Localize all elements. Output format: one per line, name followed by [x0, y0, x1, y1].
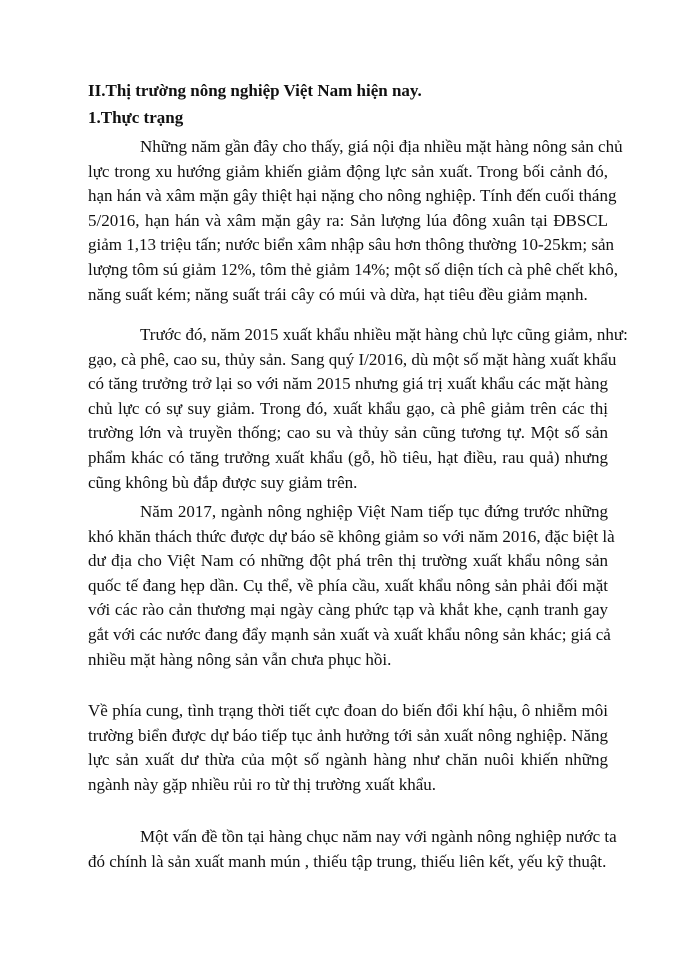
- paragraph-line: gắt với các nước đang đẩy mạnh sản xuất và xuất khẩu nông sản khác; giá cả: [88, 624, 611, 644]
- paragraph-line: cũng không bù đắp được suy giảm trên.: [88, 472, 358, 492]
- paragraph-line: Về phía cung, tình trạng thời tiết cực đoan do biến đổi khí hậu, ô nhiễm môi: [88, 701, 608, 720]
- paragraph-line: gạo, cà phê, cao su, thủy sản. Sang quý I/2016, dù một số mặt hàng xuất khẩu: [88, 349, 617, 369]
- paragraph-2: [88, 323, 628, 495]
- paragraph-line: trường biển được dự báo tiếp tục ảnh hưởng tới sản xuất nông nghiệp. Năng: [88, 725, 608, 745]
- paragraph-line: phẩm khác có tăng trưởng xuất khẩu (gỗ, hồ tiêu, hạt điều, rau quả) nhưng: [88, 447, 608, 467]
- paragraph-1: [88, 135, 623, 307]
- paragraph-line: có tăng trưởng trở lại so với năm 2015 nhưng giá trị xuất khẩu các mặt hàng: [88, 374, 608, 394]
- paragraph-line: Trước đó, năm 2015 xuất khẩu nhiều mặt hàng chủ lực cũng giảm, như:: [140, 325, 628, 344]
- paragraph-line: với các rào cản thương mại ngày càng phức tạp và khắt khe, cạnh tranh gay: [88, 600, 608, 620]
- paragraph-line: nhiều mặt hàng nông sản vẫn chưa phục hồi.: [88, 649, 392, 669]
- paragraph-line: lực sản xuất dư thừa của một số ngành hàng như chăn nuôi khiến những: [88, 750, 608, 770]
- paragraph-line: khó khăn thách thức được dự báo sẽ không giảm so với năm 2016, đặc biệt là: [88, 526, 615, 546]
- paragraph-3: [88, 500, 615, 672]
- paragraph-line: dư địa cho Việt Nam có những đột phá trên thị trường xuất khẩu nông sản: [88, 551, 608, 571]
- paragraph-4: [88, 699, 608, 797]
- paragraph-line: lượng tôm sú giảm 12%, tôm thẻ giảm 14%; một số diện tích cà phê chết khô,: [88, 259, 619, 279]
- paragraph-line: hạn hán và xâm mặn gây thiệt hại nặng cho nông nghiệp. Tính đến cuối tháng: [88, 186, 617, 206]
- paragraph-line: chủ lực có sự suy giảm. Trong đó, xuất khẩu gạo, cà phê giảm trên các thị: [88, 398, 608, 418]
- paragraph-line: quốc tế đang hẹp dần. Cụ thể, về phía cầu, xuất khẩu nông sản phải đối mặt: [88, 575, 608, 595]
- paragraph-line: 5/2016, hạn hán và xâm mặn gây ra: Sản lượng lúa đông xuân tại ĐBSCL: [88, 210, 608, 230]
- section-heading: II.Thị trường nông nghiệp Việt Nam hiện nay.: [88, 81, 422, 100]
- paragraph-line: Một vấn đề tồn tại hàng chục năm nay với ngành nông nghiệp nước ta: [140, 827, 617, 846]
- paragraph-line: trường lớn và truyền thống; cao su và thủy sản cũng tương tự. Một số sản: [88, 423, 608, 443]
- paragraph-line: Năm 2017, ngành nông nghiệp Việt Nam tiếp tục đứng trước những: [140, 502, 608, 521]
- subsection-heading: 1.Thực trạng: [88, 108, 184, 127]
- paragraph-line: Những năm gần đây cho thấy, giá nội địa nhiều mặt hàng nông sản chủ: [140, 137, 623, 156]
- paragraph-line: năng suất kém; năng suất trái cây có múi và dừa, hạt tiêu đều giảm mạnh.: [88, 284, 588, 304]
- paragraph-line: lực trong xu hướng giảm khiến giảm động lực sản xuất. Trong bối cảnh đó,: [88, 161, 608, 181]
- paragraph-line: giảm 1,13 triệu tấn; nước biển xâm nhập sâu hơn thông thường 10-25km; sản: [88, 235, 615, 255]
- paragraph-line: đó chính là sản xuất manh mún , thiếu tập trung, thiếu liên kết, yếu kỹ thuật.: [88, 851, 607, 871]
- paragraph-line: ngành này gặp nhiều rủi ro từ thị trường xuất khẩu.: [88, 774, 436, 794]
- paragraph-5: [88, 825, 617, 874]
